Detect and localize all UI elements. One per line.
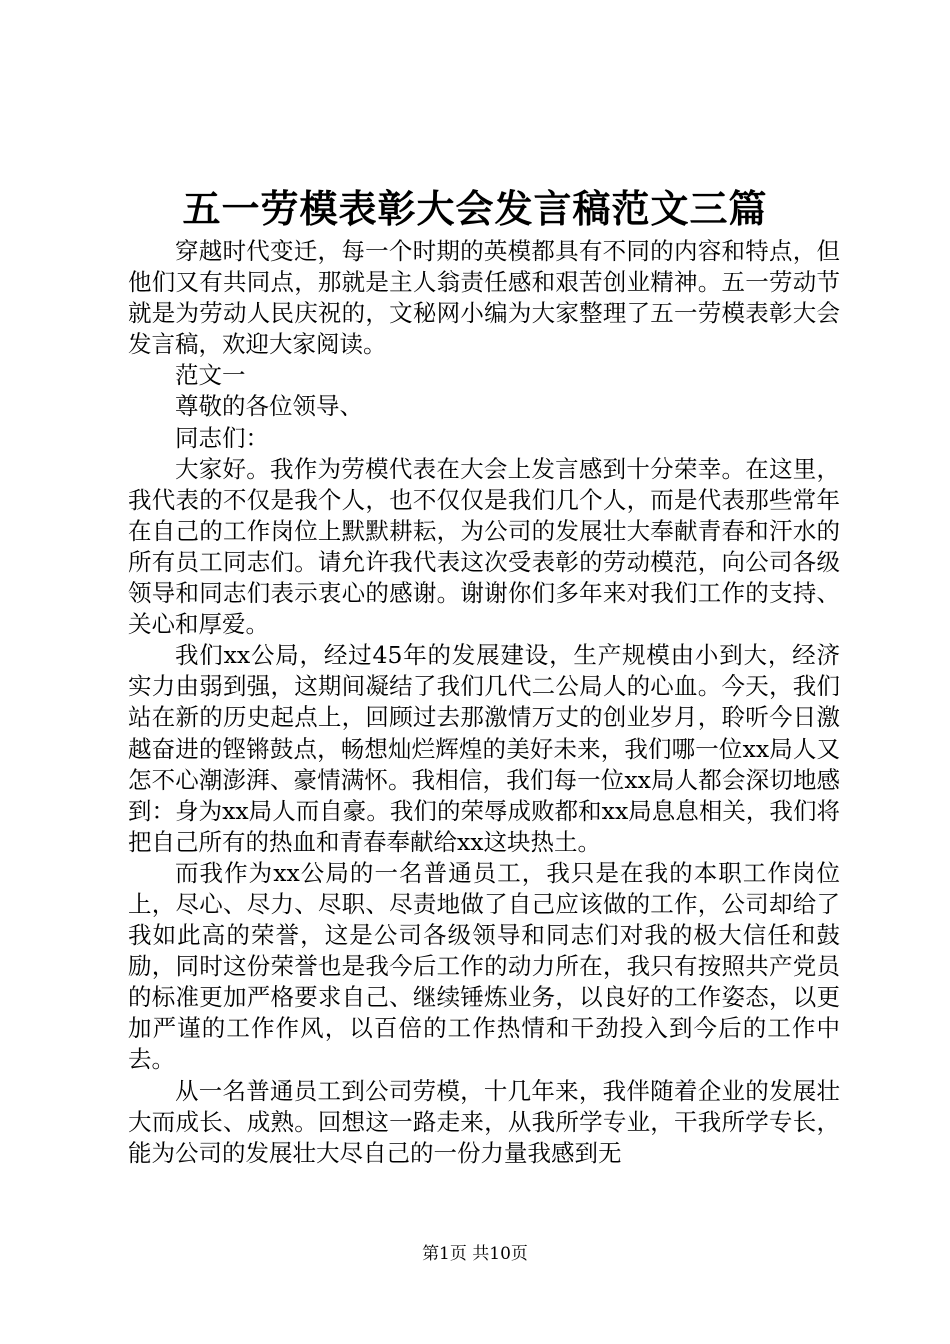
body-paragraph: 从一名普通员工到公司劳模，十几年来，我伴随着企业的发展壮大而成长、成熟。回想这一路走来，从我所学专业，干我所学专长，能为公司的发展壮大尽自己的一份力量我感到无 (128, 1076, 840, 1167)
intro-paragraph: 穿越时代变迁，每一个时期的英模都具有不同的内容和特点，但他们又有共同点，那就是主人翁责任感和艰苦创业精神。五一劳动节就是为劳动人民庆祝的，文秘网小编为大家整理了五一劳模表彰大会发言稿，欢迎大家阅读。 (128, 237, 840, 359)
body-paragraph: 大家好。我作为劳模代表在大会上发言感到十分荣幸。在这里，我代表的不仅是我个人，也不仅仅是我们几个人，而是代表那些常年在自己的工作岗位上默默耕耘，为公司的发展壮大奉献青春和汗水的所有员工同志们。请允许我代表这次受表彰的劳动模范，向公司各级领导和同志们表示衷心的感谢。谢谢你们多年来对我们工作的支持、关心和厚爱。 (128, 454, 840, 639)
page-footer: 第1页 共10页 (422, 1244, 528, 1264)
salutation-line-2: 同志们： (175, 423, 269, 452)
salutation-line-1: 尊敬的各位领导、 (175, 392, 363, 421)
body-paragraph: 我们xx公局，经过45年的发展建设，生产规模由小到大，经济实力由弱到强，这期间凝结了我们几代二公局人的心血。今天，我们站在新的历史起点上，回顾过去那激情万丈的创业岁月，聆听今日激越奋进的铿锵鼓点，畅想灿烂辉煌的美好未来，我们哪一位xx局人又怎不心潮澎湃、豪情满怀。我相信，我们每一位xx局人都会深切地感到：身为xx局人而自豪。我们的荣辱成败都和xx局息息相关，我们将把自己所有的热血和青春奉献给xx这块热土。 (128, 641, 840, 856)
document-body (128, 236, 840, 1169)
document-title: 五一劳模表彰大会发言稿范文三篇 (182, 186, 768, 231)
body-paragraph: 而我作为xx公局的一名普通员工，我只是在我的本职工作岗位上，尽心、尽力、尽职、尽责地做了自己应该做的工作，公司却给了我如此高的荣誉，这是公司各级领导和同志们对我的极大信任和鼓励，同时这份荣誉也是我今后工作的动力所在，我只有按照共产党员的标准更加严格要求自己、继续锤炼业务，以良好的工作姿态，以更加严谨的工作作风，以百倍的工作热情和干劲投入到今后的工作中去。 (128, 858, 840, 1074)
sample-heading: 范文一 (175, 361, 246, 390)
